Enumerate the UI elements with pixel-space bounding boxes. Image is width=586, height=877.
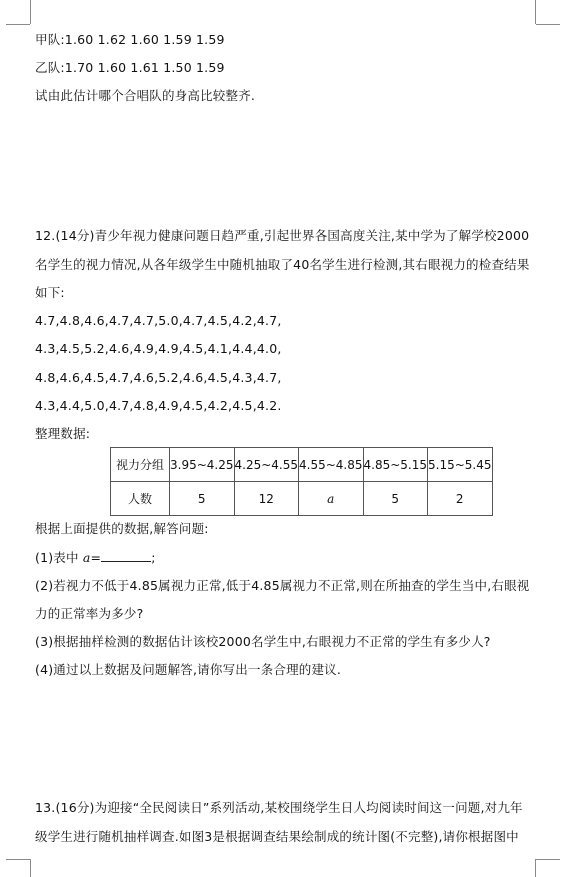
- q13-line-1: 13.(16分)为迎接“全民阅读日”系列活动,某校围绕学生日人均阅读时间这一问题,对九年: [35, 800, 523, 815]
- table-header-row: [111, 448, 493, 482]
- table-header-cell: 4.25~4.55: [234, 448, 299, 482]
- table-count-cell: a: [299, 482, 364, 516]
- table-row-label: 人数: [111, 482, 170, 516]
- table-header-cell: 3.95~4.25: [170, 448, 235, 482]
- answer-intro: 根据上面提供的数据,解答问题:: [35, 521, 209, 536]
- data-row-1: 4.7,4.8,4.6,4.7,4.7,5.0,4.7,4.5,4.2,4.7,: [35, 313, 282, 328]
- q12-line-2: 名学生的视力情况,从各年级学生中随机抽取了40名学生进行检测,其右眼视力的检查结果: [35, 257, 530, 272]
- equals-sign: =: [90, 550, 102, 565]
- crop-mark-top-right-h: [536, 24, 560, 25]
- part-2-line-1: (2)若视力不低于4.85属视力正常,低于4.85属视力不正常,则在所抽查的学生当中,右眼视: [35, 578, 530, 593]
- data-row-3: 4.8,4.6,4.5,4.7,4.6,5.2,4.6,4.5,4.3,4.7,: [35, 370, 282, 385]
- table-count-cell: 12: [234, 482, 299, 516]
- data-row-4: 4.3,4.4,5.0,4.7,4.8,4.9,4.5,4.2,4.5,4.2.: [35, 398, 282, 413]
- table-count-cell: 5: [170, 482, 235, 516]
- q13-line-2: 级学生进行随机抽样调查.如图3是根据调查结果绘制成的统计图(不完整),请你根据图中: [35, 829, 519, 844]
- table-header-cell: 5.15~5.45: [428, 448, 493, 482]
- table-count-cell: 2: [428, 482, 493, 516]
- part-1-end: ;: [151, 550, 156, 565]
- table-count-cell: 5: [363, 482, 428, 516]
- vision-frequency-table: [110, 447, 493, 516]
- q12-line-1: 12.(14分)青少年视力健康问题日趋严重,引起世界各国高度关注,某中学为了解学校2000: [35, 228, 530, 243]
- variable-a: a: [82, 550, 91, 565]
- crop-mark-bottom-left-h: [6, 859, 30, 860]
- team-yi-heights: 乙队:1.70 1.60 1.61 1.50 1.59: [35, 60, 225, 75]
- crop-mark-bottom-right-h: [536, 859, 560, 860]
- team-jia-heights: 甲队:1.60 1.62 1.60 1.59 1.59: [35, 32, 225, 47]
- part-3-question: (3)根据抽样检测的数据估计该校2000名学生中,右眼视力不正常的学生有多少人?: [35, 634, 491, 649]
- crop-mark-top-left-h: [6, 24, 30, 25]
- organize-data-label: 整理数据:: [35, 426, 91, 441]
- table-header-cell: 4.55~4.85: [299, 448, 364, 482]
- table-count-row: [111, 482, 493, 516]
- part-1-prefix: (1)表中: [35, 550, 83, 565]
- table-header-cell: 4.85~5.15: [363, 448, 428, 482]
- data-row-2: 4.3,4.5,5.2,4.6,4.9,4.9,4.5,4.1,4.4,4.0,: [35, 341, 282, 356]
- previous-question-prompt: 试由此估计哪个合唱队的身高比较整齐.: [35, 88, 256, 103]
- crop-mark-bottom-left-v: [30, 859, 31, 877]
- part-2-line-2: 力的正常率为多少?: [35, 606, 144, 621]
- crop-mark-top-left-v: [30, 0, 31, 24]
- crop-mark-top-right-v: [535, 0, 536, 24]
- table-header-cell: 视力分组: [111, 448, 170, 482]
- part-1-question: [35, 549, 156, 566]
- crop-mark-bottom-right-v: [535, 859, 536, 877]
- q12-line-3: 如下:: [35, 285, 65, 300]
- answer-blank: [101, 549, 151, 562]
- part-4-question: (4)通过以上数据及问题解答,请你写出一条合理的建议.: [35, 662, 342, 677]
